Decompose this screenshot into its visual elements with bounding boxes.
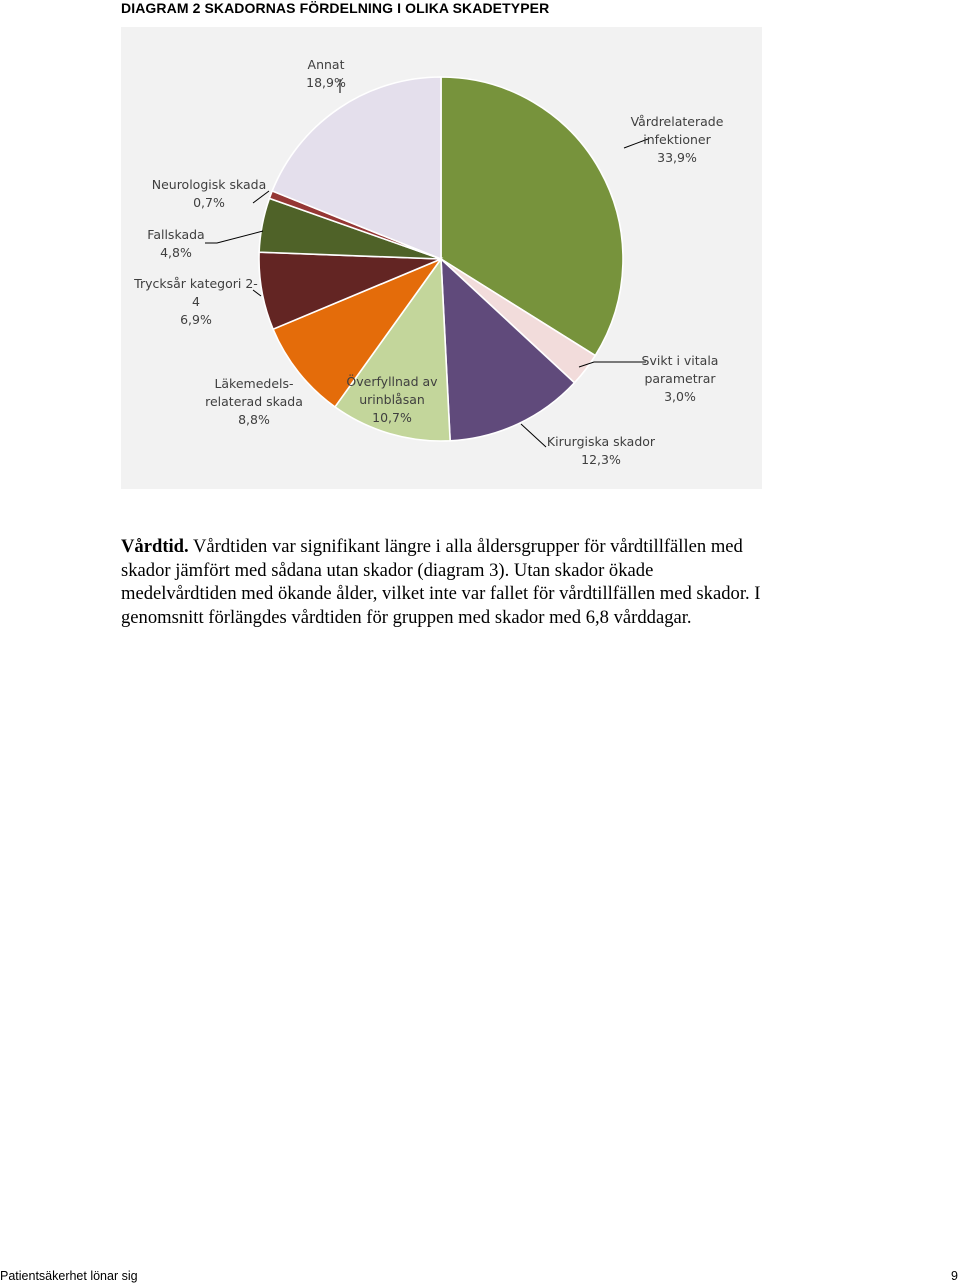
slice-label-1: Vårdrelaterade infektioner 33,9% [630, 114, 724, 165]
pie-chart-svg [121, 27, 762, 489]
slice-label-2: Svikt i vitala parametrar 3,0% [641, 353, 719, 404]
slice-label-4: Överfyllnad av urinblåsan 10,7% [346, 374, 438, 425]
slice-label-7: Fallskada 4,8% [147, 227, 205, 260]
pie-chart [121, 27, 762, 489]
slice-label-8: Neurologisk skada 0,7% [151, 177, 267, 210]
footer-title: Patientsäkerhet lönar sig [0, 1269, 138, 1283]
body-paragraph [121, 535, 761, 629]
slice-label-5: Läkemedels-relaterad skada 8,8% [205, 376, 303, 427]
chart-title: DIAGRAM 2 SKADORNAS FÖRDELNING I OLIKA SKADETYPER [121, 0, 550, 16]
slice-label-6: Trycksår kategori 2-4 6,9% [134, 276, 258, 327]
leader-line-8 [253, 191, 269, 203]
slice-label-9: Annat 18,9% [306, 57, 346, 90]
leader-line-7 [205, 231, 263, 243]
paragraph-heading: Vårdtid. [121, 536, 189, 557]
slice-label-3: Kirurgiska skador 12,3% [546, 434, 656, 467]
paragraph-text: Vårdtiden var signifikant längre i alla åldersgrupper för vårdtillfällen med skador jämfört med sådana utan skador (diagram 3). Utan skador ökade medelvårdtiden med ökande ålder, vilket inte var fallet för vårdtillfällen med skador. I genomsnitt förlängdes vårdtiden för gruppen med skador med 6,8 vårddagar. [121, 536, 761, 628]
leader-line-3 [521, 424, 546, 447]
page-number: 9 [951, 1269, 958, 1283]
